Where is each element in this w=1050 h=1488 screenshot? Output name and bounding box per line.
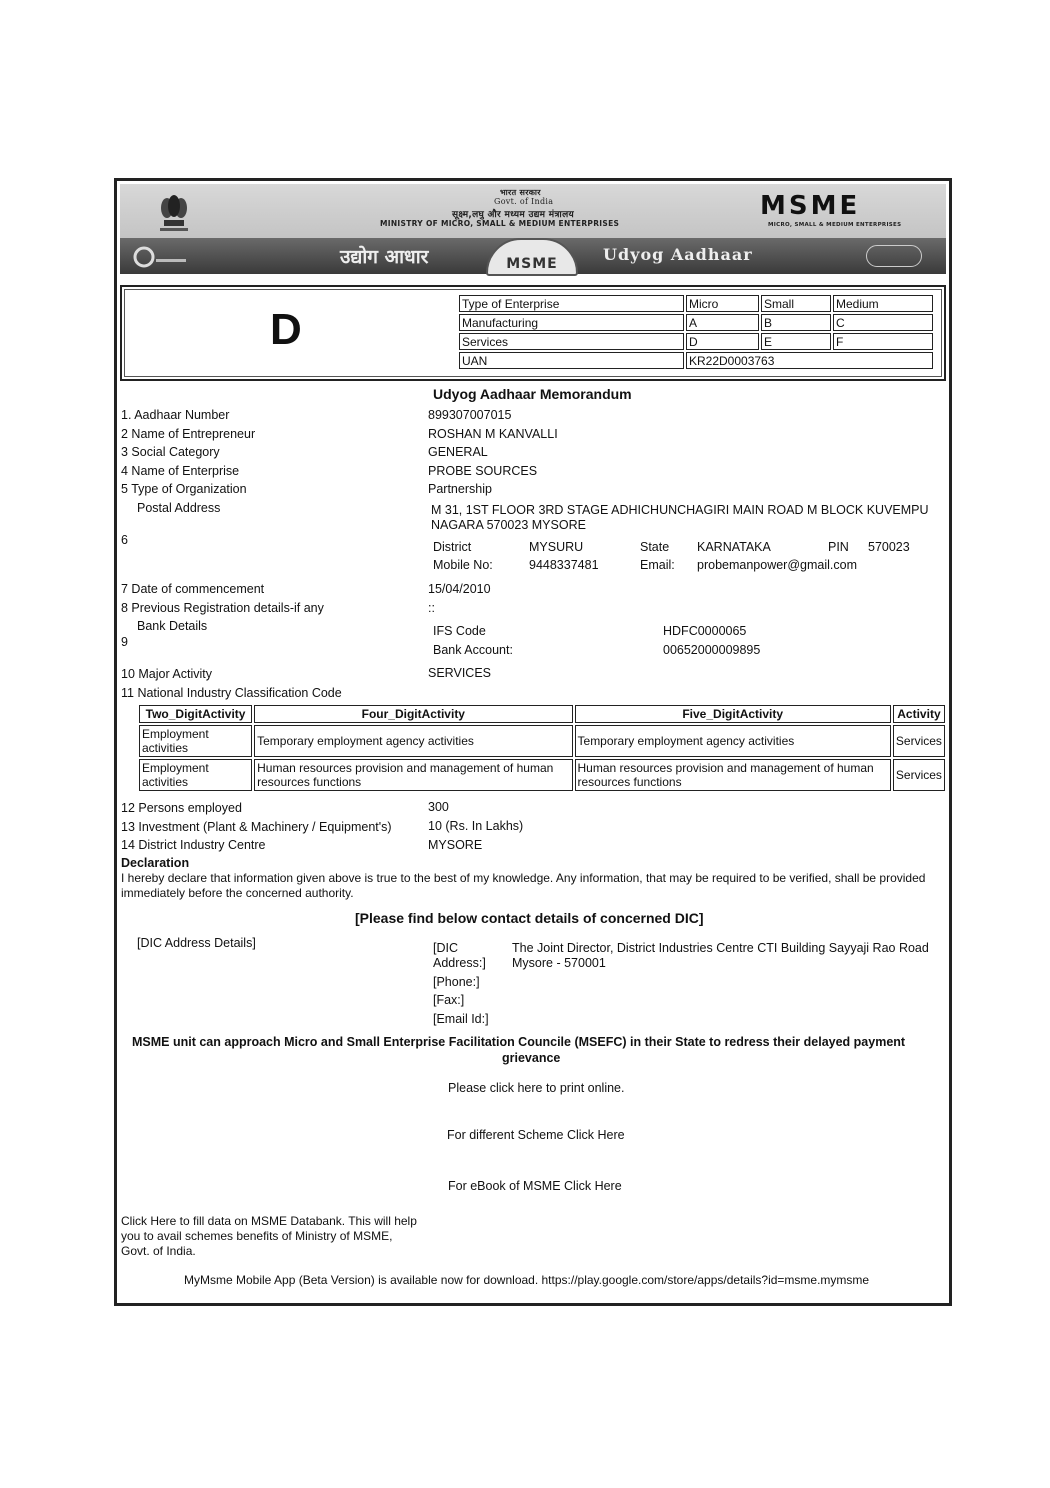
dic-heading: [Please find below contact details of concerned DIC] bbox=[355, 910, 704, 926]
table-cell: Medium bbox=[833, 295, 933, 312]
table-row bbox=[139, 725, 945, 757]
msme-logo: MSME bbox=[760, 191, 861, 221]
dic-email-label: [Email Id:] bbox=[433, 1012, 489, 1026]
field-label: Postal Address bbox=[137, 501, 221, 515]
ifs-code: HDFC0000065 bbox=[663, 624, 747, 638]
digital-india-logo-icon bbox=[130, 245, 190, 269]
field-label: 1. Aadhaar Number bbox=[121, 408, 230, 422]
table-cell: Micro bbox=[686, 295, 759, 312]
table-cell: D bbox=[686, 333, 759, 350]
dic-phone-label: [Phone:] bbox=[433, 975, 480, 989]
declaration-text: immediately before the concerned authority. bbox=[121, 886, 354, 900]
msefc-notice: grievance bbox=[502, 1051, 561, 1065]
ministry-english-text: MINISTRY OF MICRO, SMALL & MEDIUM ENTERPRISES bbox=[380, 219, 620, 228]
table-header-cell: Four_DigitActivity bbox=[254, 705, 572, 723]
enterprise-category-letter: D bbox=[270, 305, 302, 354]
enterprise-type-table bbox=[457, 293, 935, 371]
field-number: 6 bbox=[121, 533, 128, 547]
field-label: 5 Type of Organization bbox=[121, 482, 247, 496]
mobile-app-notice[interactable]: MyMsme Mobile App (Beta Version) is available now for download. https://play.google.com/store/apps/details?id=msme.mymsme bbox=[184, 1273, 870, 1287]
table-cell: Human resources provision and management of human resources functions bbox=[254, 759, 572, 791]
field-label: 13 Investment (Plant & Machinery / Equipment's) bbox=[121, 820, 392, 834]
field-label: 8 Previous Registration details-if any bbox=[121, 601, 324, 615]
table-header-cell: Five_DigitActivity bbox=[575, 705, 891, 723]
field-number: 9 bbox=[121, 635, 128, 649]
email-value: probemanpower@gmail.com bbox=[697, 558, 857, 572]
band-english-title: Udyog Aadhaar bbox=[603, 245, 753, 264]
dic-address-details-label: [DIC Address Details] bbox=[137, 936, 256, 950]
social-category: GENERAL bbox=[428, 445, 488, 459]
nic-code-table bbox=[137, 703, 947, 793]
table-header-row bbox=[139, 705, 945, 723]
table-cell: Employment activities bbox=[139, 725, 252, 757]
aadhaar-number: 899307007015 bbox=[428, 408, 512, 422]
dic-address-label: Address:] bbox=[433, 956, 486, 970]
field-label: State bbox=[640, 540, 670, 554]
table-header-cell: Activity bbox=[893, 705, 945, 723]
field-label: Mobile No: bbox=[433, 558, 493, 572]
table-row bbox=[459, 314, 933, 331]
uan-value: KR22D0003763 bbox=[686, 352, 933, 369]
enterprise-name: PROBE SOURCES bbox=[428, 464, 538, 478]
table-cell: A bbox=[686, 314, 759, 331]
print-online-link[interactable]: Please click here to print online. bbox=[448, 1081, 625, 1095]
dic-address-label: [DIC bbox=[433, 941, 458, 955]
memorandum-title: Udyog Aadhaar Memorandum bbox=[433, 386, 632, 402]
field-label: 10 Major Activity bbox=[121, 667, 213, 681]
table-cell: Services bbox=[893, 725, 945, 757]
postal-address-line: M 31, 1ST FLOOR 3RD STAGE ADHICHUNCHAGIRI MAIN ROAD M BLOCK KUVEMPU bbox=[431, 503, 929, 517]
postal-address-line: NAGARA 570023 MYSORE bbox=[431, 518, 586, 532]
bank-account-number: 00652000009895 bbox=[663, 643, 761, 657]
pin-value: 570023 bbox=[868, 540, 910, 554]
entrepreneur-name: ROSHAN M KANVALLI bbox=[428, 427, 558, 441]
field-label: 11 National Industry Classification Code bbox=[121, 686, 342, 700]
investment-value: 10 (Rs. In Lakhs) bbox=[428, 819, 524, 833]
major-activity: SERVICES bbox=[428, 666, 491, 680]
table-cell: Temporary employment agency activities bbox=[254, 725, 572, 757]
table-cell: Type of Enterprise bbox=[459, 295, 684, 312]
declaration-text: I hereby declare that information given above is true to the best of my knowledge. Any information, that may be required to be verified, shall be provided bbox=[121, 871, 926, 885]
table-cell: Services bbox=[459, 333, 684, 350]
scheme-link[interactable]: For different Scheme Click Here bbox=[447, 1128, 625, 1142]
table-header-cell: Two_DigitActivity bbox=[139, 705, 252, 723]
band-emblem-icon bbox=[866, 245, 922, 267]
msefc-notice: MSME unit can approach Micro and Small Enterprise Facilitation Councile (MSEFC) in their State to redress their delayed payment bbox=[132, 1035, 906, 1049]
field-label: 12 Persons employed bbox=[121, 801, 242, 815]
dic-address-line: The Joint Director, District Industries Centre CTI Building Sayyaji Rao Road bbox=[512, 941, 929, 955]
table-cell: Temporary employment agency activities bbox=[575, 725, 891, 757]
seal-text: MSME bbox=[506, 256, 558, 272]
table-row bbox=[139, 759, 945, 791]
band-hindi-title: उद्योग आधार bbox=[340, 246, 429, 268]
ebook-link[interactable]: For eBook of MSME Click Here bbox=[448, 1179, 622, 1193]
databank-link[interactable]: Click Here to fill data on MSME Databank. This will help bbox=[121, 1214, 417, 1228]
govt-english-text: Govt. of India bbox=[494, 197, 554, 206]
field-label: 7 Date of commencement bbox=[121, 582, 265, 596]
ministry-hindi-text: सूक्ष्म,लघु और मध्यम उद्यम मंत्रालय bbox=[452, 210, 574, 220]
field-label: PIN bbox=[828, 540, 849, 554]
dic-address-line: Mysore - 570001 bbox=[512, 956, 606, 970]
databank-link[interactable]: you to avail schemes benefits of Ministry of MSME, bbox=[121, 1229, 393, 1243]
table-cell: C bbox=[833, 314, 933, 331]
organization-type: Partnership bbox=[428, 482, 492, 496]
table-cell: Employment activities bbox=[139, 759, 252, 791]
table-row bbox=[459, 333, 933, 350]
uan-label: UAN bbox=[459, 352, 684, 369]
table-cell: Manufacturing bbox=[459, 314, 684, 331]
previous-registration: :: bbox=[428, 601, 435, 615]
table-row bbox=[459, 352, 933, 369]
dic-fax-label: [Fax:] bbox=[433, 993, 465, 1007]
table-row bbox=[459, 295, 933, 312]
table-cell: Small bbox=[761, 295, 831, 312]
field-label: Bank Details bbox=[137, 619, 208, 633]
state-value: KARNATAKA bbox=[697, 540, 771, 554]
national-emblem-icon bbox=[150, 190, 198, 234]
mobile-value: 9448337481 bbox=[529, 558, 599, 572]
field-label: 2 Name of Entrepreneur bbox=[121, 427, 256, 441]
field-label: IFS Code bbox=[433, 624, 486, 638]
databank-link[interactable]: Govt. of India. bbox=[121, 1244, 196, 1258]
persons-employed: 300 bbox=[428, 800, 449, 814]
commencement-date: 15/04/2010 bbox=[428, 582, 491, 596]
field-label: 14 District Industry Centre bbox=[121, 838, 266, 852]
govt-hindi-text: भारत सरकार bbox=[500, 188, 541, 197]
field-label: Bank Account: bbox=[433, 643, 513, 657]
field-label: 4 Name of Enterprise bbox=[121, 464, 240, 478]
field-label: District bbox=[433, 540, 472, 554]
table-cell: E bbox=[761, 333, 831, 350]
table-cell: F bbox=[833, 333, 933, 350]
field-label: Email: bbox=[640, 558, 675, 572]
declaration-title: Declaration bbox=[121, 856, 190, 870]
table-cell: B bbox=[761, 314, 831, 331]
district-industry-centre: MYSORE bbox=[428, 838, 483, 852]
table-cell: Services bbox=[893, 759, 945, 791]
table-cell: Human resources provision and management of human resources functions bbox=[575, 759, 891, 791]
msme-logo-subtitle: MICRO, SMALL & MEDIUM ENTERPRISES bbox=[768, 222, 902, 228]
field-label: 3 Social Category bbox=[121, 445, 220, 459]
district-value: MYSURU bbox=[529, 540, 584, 554]
